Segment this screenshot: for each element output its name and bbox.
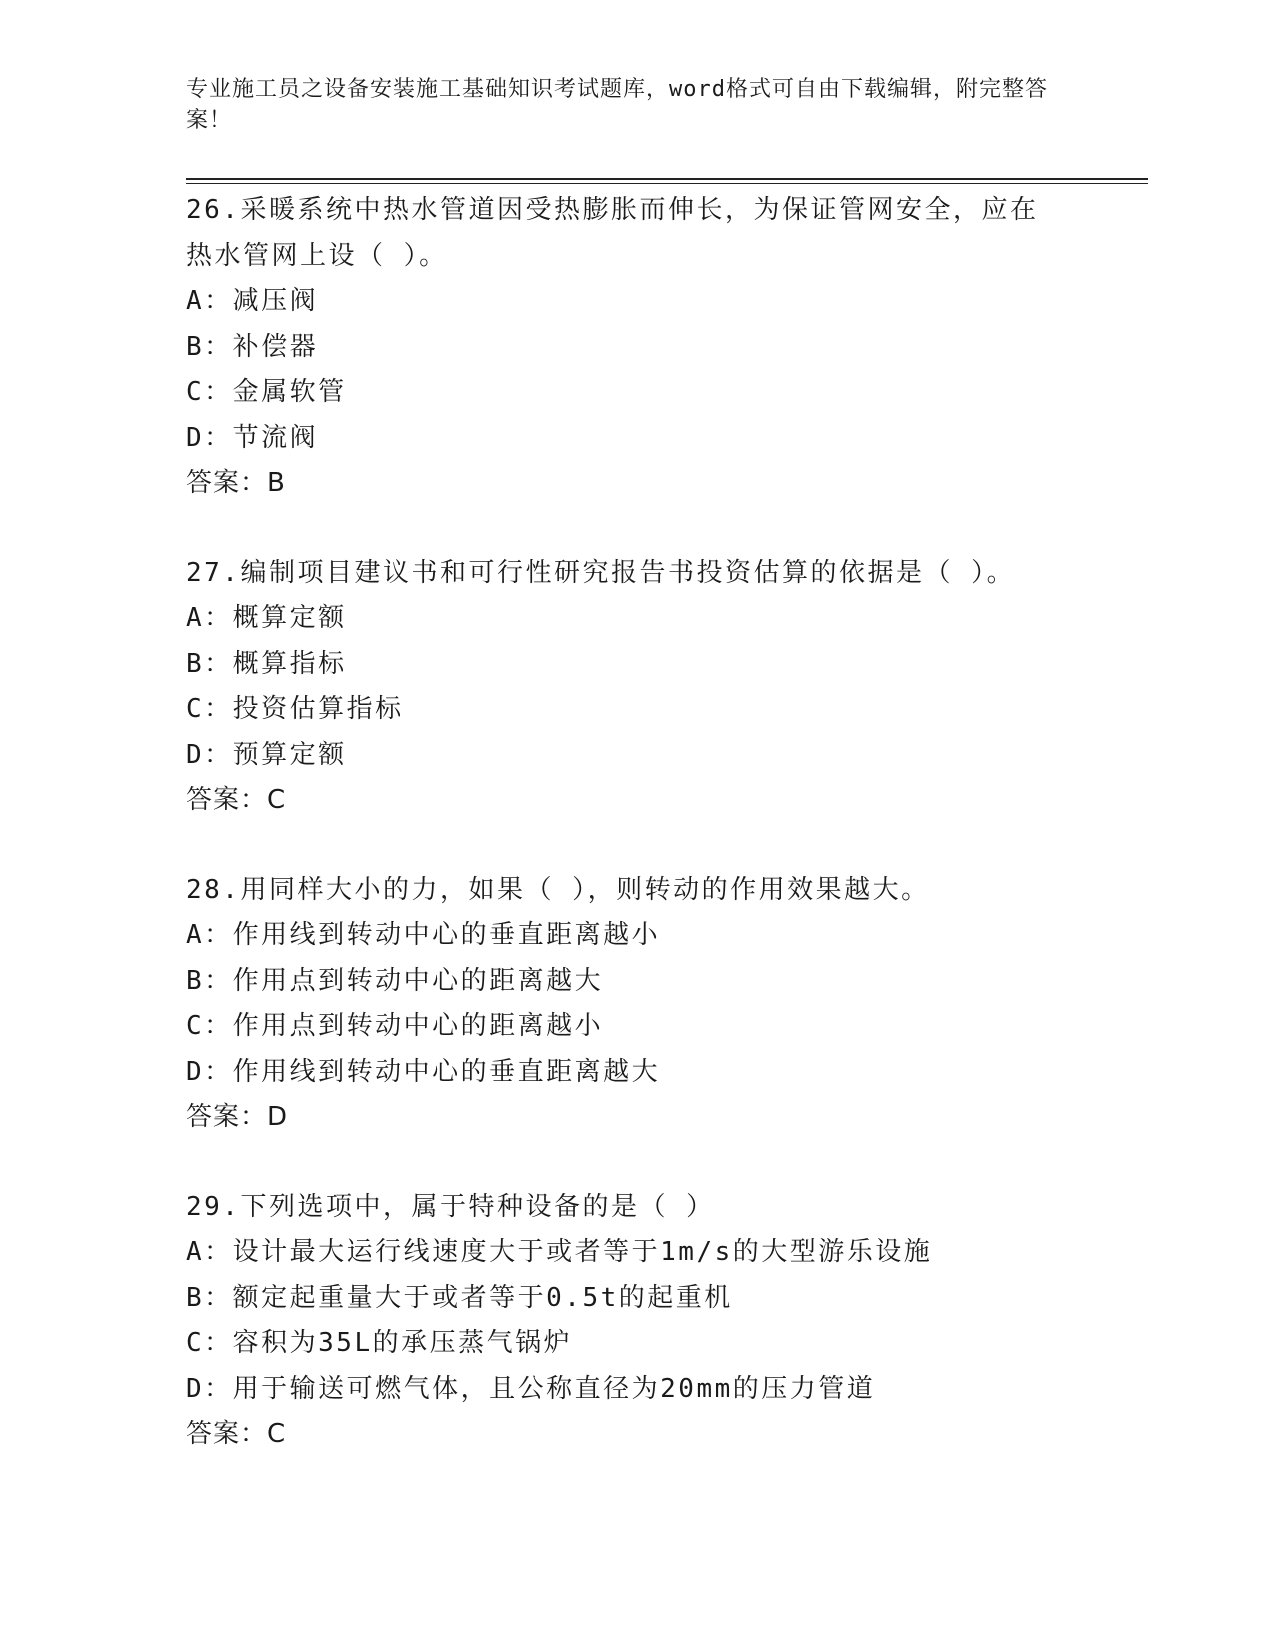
question-28 — [186, 868, 1086, 1141]
question-stem: 27.编制项目建议书和可行性研究报告书投资估算的依据是（ ）。 — [186, 557, 1016, 588]
option-c: C：作用点到转动中心的距离越小 — [186, 1011, 604, 1041]
option-c: C：金属软管 — [186, 377, 347, 407]
answer-value: C — [267, 785, 287, 815]
option-c: C：投资估算指标 — [186, 694, 404, 724]
answer-value: D — [267, 1102, 289, 1132]
answer-label: 答案： — [186, 785, 268, 815]
answer-value: B — [267, 468, 286, 498]
question-list — [186, 188, 1086, 1502]
answer-value: C — [267, 1419, 287, 1449]
answer-line — [186, 1095, 1086, 1141]
answer-label: 答案： — [186, 1102, 268, 1132]
answer-line — [186, 461, 1086, 507]
answer-label: 答案： — [186, 1419, 268, 1449]
answer-line — [186, 778, 1086, 824]
answer-label: 答案： — [186, 468, 268, 498]
question-29 — [186, 1185, 1086, 1458]
question-stem: 26.采暖系统中热水管道因受热膨胀而伸长，为保证管网安全，应在热水管网上设（ ）。 — [186, 195, 1039, 271]
option-a: A：概算定额 — [186, 603, 347, 633]
option-b: B：补偿器 — [186, 331, 319, 362]
option-a: A：设计最大运行线速度大于或者等于1m/s的大型游乐设施 — [186, 1237, 933, 1267]
option-b: B：概算指标 — [186, 648, 347, 679]
option-d: D：作用线到转动中心的垂直距离越大 — [186, 1056, 661, 1087]
option-a: A：减压阀 — [186, 286, 319, 316]
header-divider-thick — [186, 178, 1148, 180]
option-a: A：作用线到转动中心的垂直距离越小 — [186, 920, 661, 950]
question-27 — [186, 551, 1086, 824]
option-c: C：容积为35L的承压蒸气锅炉 — [186, 1328, 573, 1358]
option-b: B：作用点到转动中心的距离越大 — [186, 965, 604, 996]
option-d: D：预算定额 — [186, 739, 347, 770]
option-d: D：节流阀 — [186, 422, 319, 453]
question-stem: 28.用同样大小的力，如果（ ），则转动的作用效果越大。 — [186, 874, 930, 905]
option-b: B：额定起重量大于或者等于0.5t的起重机 — [186, 1282, 733, 1313]
answer-line — [186, 1412, 1086, 1458]
question-26 — [186, 188, 1086, 507]
document-header: 专业施工员之设备安装施工基础知识考试题库，word格式可自由下载编辑，附完整答案！ — [186, 77, 1048, 133]
option-d: D：用于输送可燃气体，且公称直径为20mm的压力管道 — [186, 1373, 876, 1404]
header-divider-thin — [186, 183, 1148, 184]
question-stem: 29.下列选项中，属于特种设备的是（ ） — [186, 1191, 715, 1222]
